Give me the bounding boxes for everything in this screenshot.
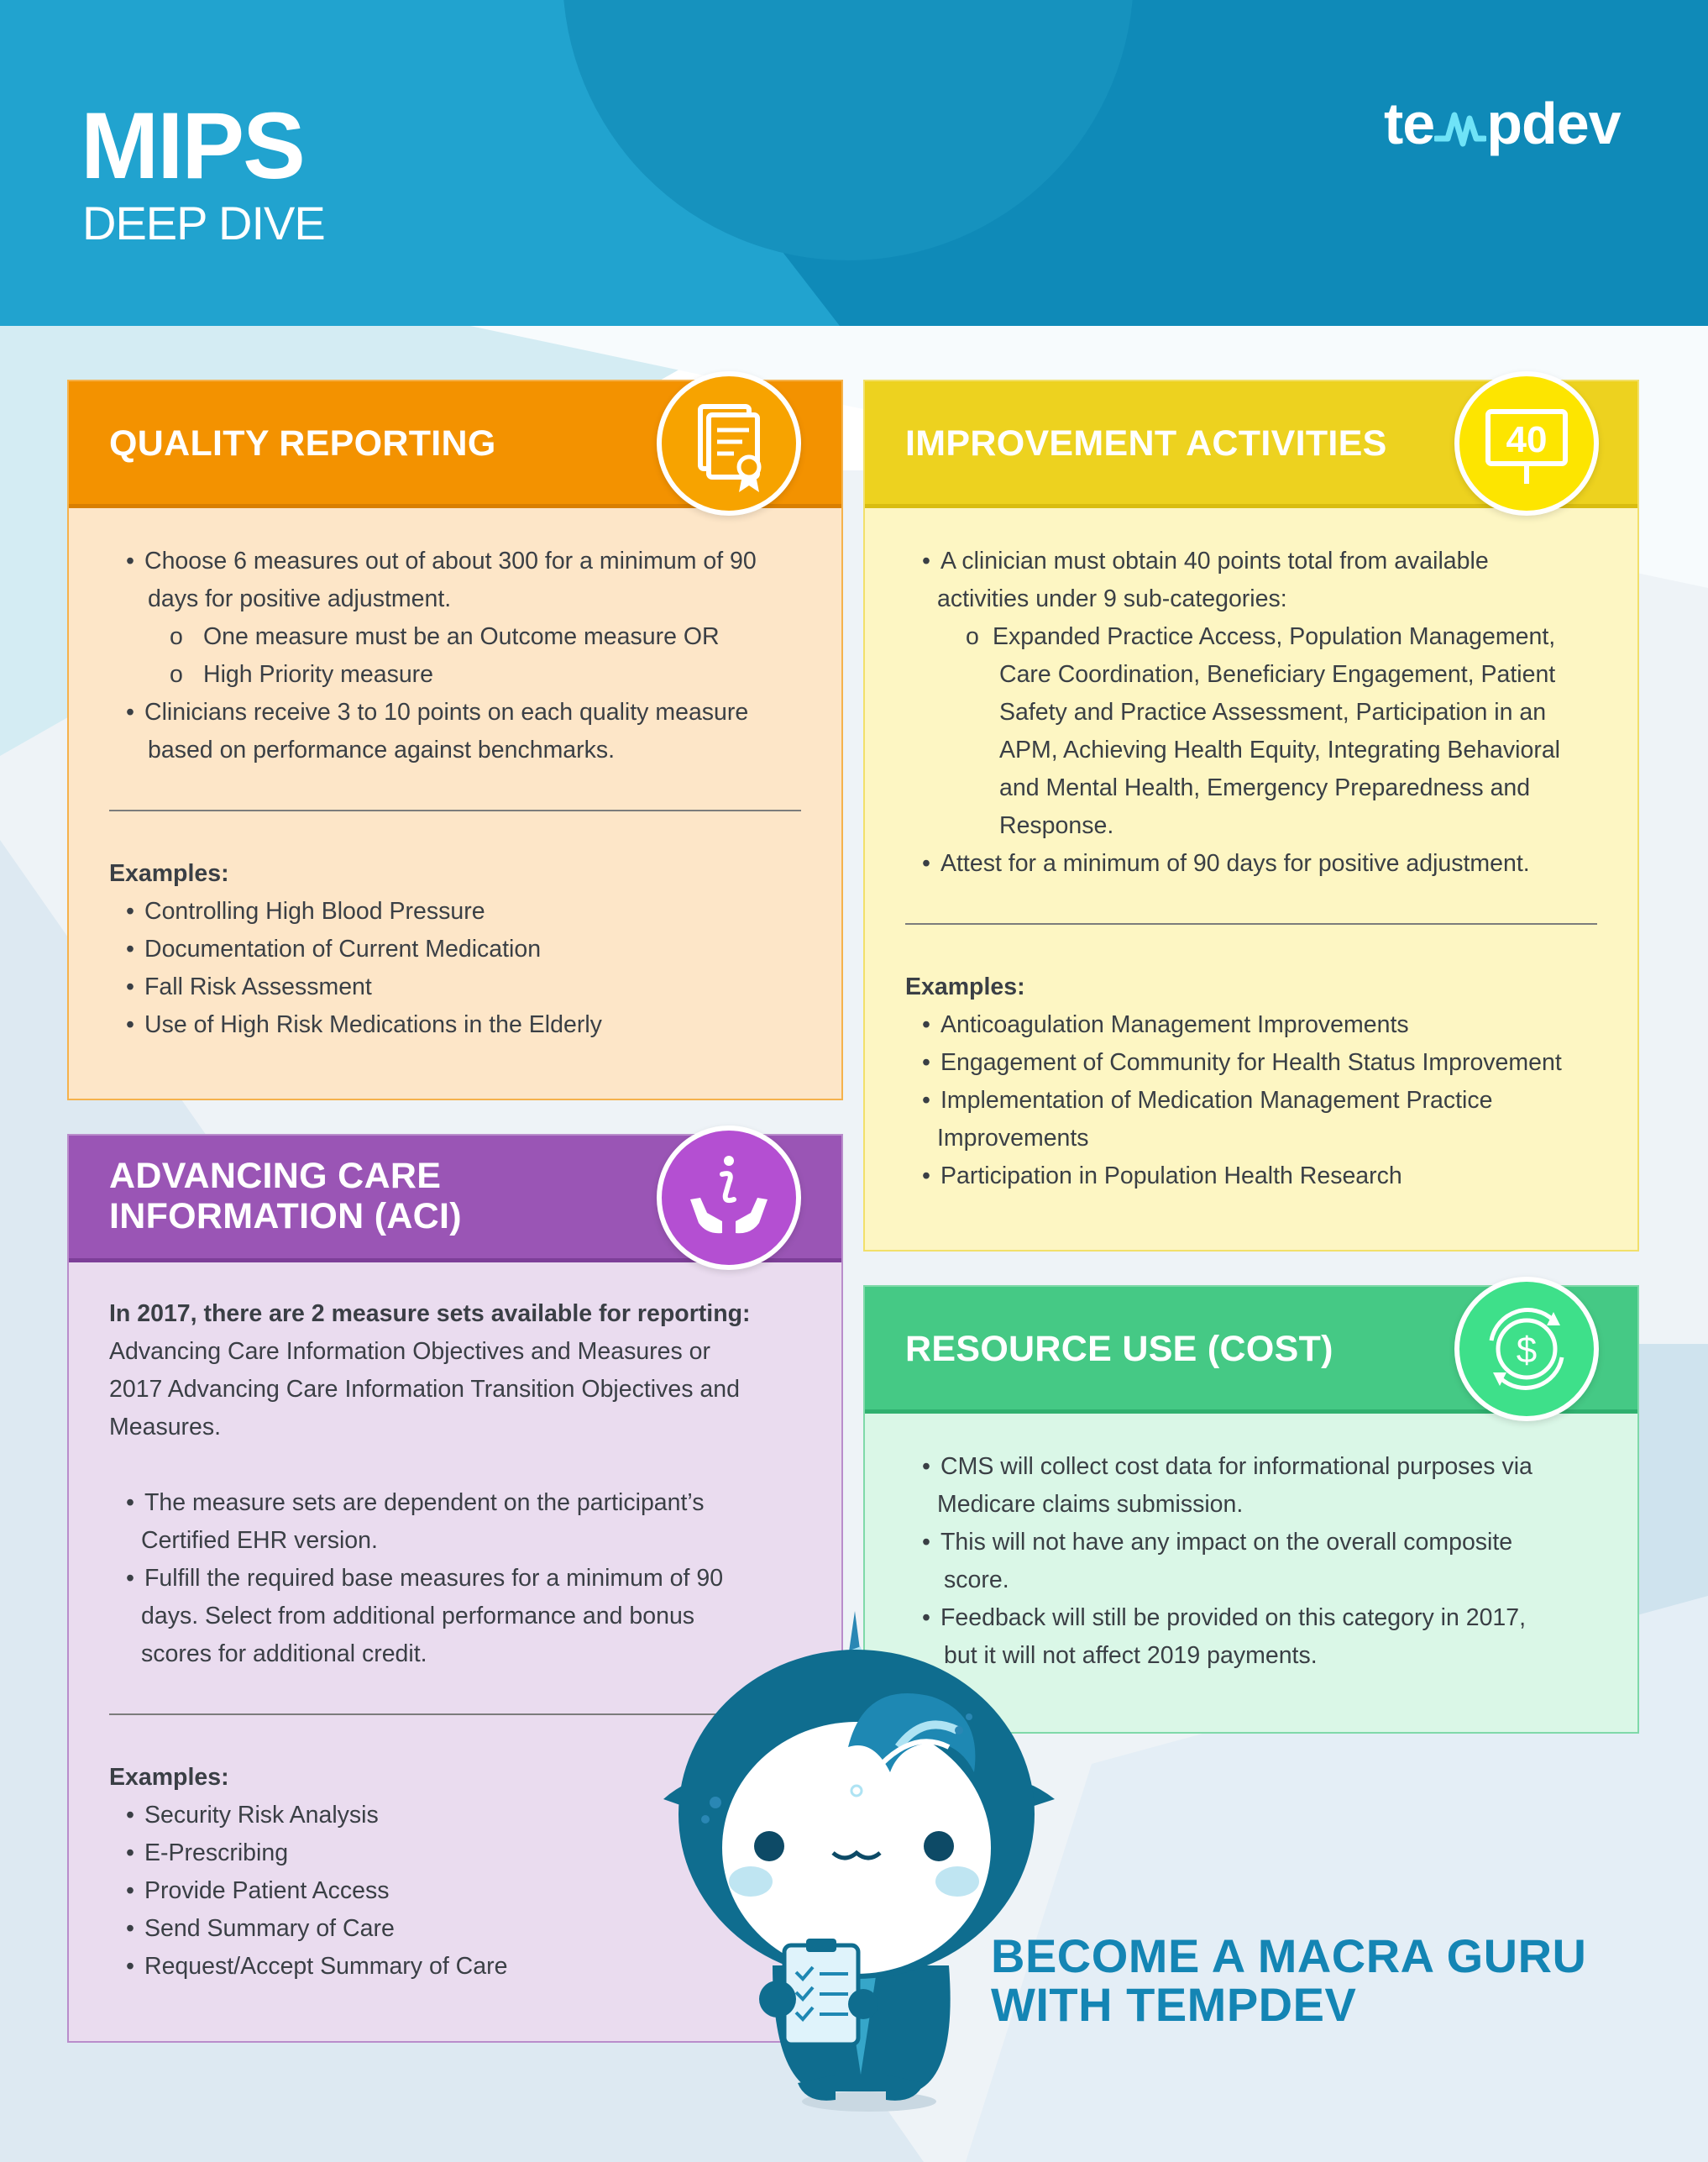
hands-info-icon <box>657 1126 801 1270</box>
aci-bullet-1-line2: Certified EHR version. <box>141 1527 378 1554</box>
aci-bullet-1 <box>109 1484 801 1560</box>
sign-40-text: 40 <box>1506 419 1548 460</box>
list-item-line: • Implementation of Medication Management Practice <box>940 1087 1493 1114</box>
resource-bullet-line: • This will not have any impact on the overall composite <box>940 1529 1513 1556</box>
page-title: MIPS <box>81 93 304 198</box>
pulse-m-icon <box>1434 107 1486 149</box>
list-item <box>905 1082 1597 1157</box>
improvement-activities-body <box>905 543 1597 1195</box>
page-subtitle: DEEP DIVE <box>82 197 325 249</box>
quality-bullet-1-line2: days for positive adjustment. <box>148 585 452 612</box>
quality-bullet-2 <box>109 694 801 769</box>
header-banner <box>0 0 1708 326</box>
dollar-sign-text: $ <box>1516 1330 1538 1371</box>
unicorn-mascot-with-clipboard <box>647 1604 1066 2117</box>
aci-intro-line: Advancing Care Information Objectives and Measures or <box>109 1338 711 1365</box>
quality-bullet-2-line1: • Clinicians receive 3 to 10 points on each quality measure <box>144 699 749 726</box>
improvement-bullet-1-line1: • A clinician must obtain 40 points total from available <box>940 548 1489 575</box>
list-item-line: Improvements <box>937 1125 1089 1152</box>
list-item: • Request/Accept Summary of Care <box>109 1948 801 1986</box>
aci-title-line1: ADVANCING CARE <box>109 1156 442 1196</box>
quality-sub-item-2: High Priority measure <box>203 661 434 688</box>
quality-examples-label: Examples: <box>109 860 229 887</box>
improvement-sub-line: and Mental Health, Emergency Preparedness and <box>999 774 1531 801</box>
improvement-bullet-1 <box>905 543 1597 618</box>
aci-bullet-1-line1: • The measure sets are dependent on the participant’s <box>144 1489 705 1516</box>
sign-40-icon <box>1454 371 1599 516</box>
improvement-bullet-1-line2: activities under 9 sub-categories: <box>937 585 1287 612</box>
resource-bullet-line: score. <box>944 1566 1009 1593</box>
certificate-icon <box>657 371 801 516</box>
resource-use-title: RESOURCE USE (COST) <box>905 1329 1333 1369</box>
list-item: • Send Summary of Care <box>109 1910 801 1948</box>
list-item: • Fall Risk Assessment <box>109 968 801 1006</box>
list-item: • Provide Patient Access <box>109 1872 801 1910</box>
improvement-activities-card <box>863 380 1639 1252</box>
aci-intro-line: Measures. <box>109 1414 222 1440</box>
improvement-sub-line: Expanded Practice Access, Population Management, <box>993 623 1556 650</box>
quality-sub-item <box>109 656 801 694</box>
improvement-examples-label: Examples: <box>905 973 1025 1000</box>
improvement-sub-line: Response. <box>999 812 1114 839</box>
quality-bullet-2-line2: based on performance against benchmarks. <box>148 737 616 764</box>
list-item: • Documentation of Current Medication <box>109 931 801 968</box>
quality-bullet-1-line1: • Choose 6 measures out of about 300 for a minimum of 90 <box>144 548 757 575</box>
cta-line-2: WITH TEMPDEV <box>991 1978 1357 2031</box>
cta-heading <box>991 1929 1587 2031</box>
tempdev-logo[interactable] <box>1384 91 1621 156</box>
logo-text-right: pdev <box>1486 91 1621 156</box>
sub-marker: o <box>170 623 183 650</box>
improvement-divider <box>905 923 1597 925</box>
quality-sub-item <box>109 618 801 656</box>
list-item: • Controlling High Blood Pressure <box>109 893 801 931</box>
improvement-sub-line: Care Coordination, Beneficiary Engagement, Patient <box>999 661 1556 688</box>
resource-bullet-line: but it will not affect 2019 payments. <box>944 1642 1318 1669</box>
quality-reporting-title: QUALITY REPORTING <box>109 423 496 464</box>
list-item: • Anticoagulation Management Improvements <box>905 1006 1597 1044</box>
quality-divider <box>109 810 801 811</box>
sub-marker: o <box>966 623 979 650</box>
resource-bullet-2 <box>905 1524 1597 1599</box>
aci-bullet-2-line2: days. Select from additional performance and bonus <box>141 1603 695 1629</box>
improvement-activities-title: IMPROVEMENT ACTIVITIES <box>905 423 1387 464</box>
aci-intro <box>109 1295 801 1446</box>
quality-reporting-card <box>67 380 843 1100</box>
quality-sub-item-1: One measure must be an Outcome measure OR <box>203 623 720 650</box>
aci-bullet-2-line3: scores for additional credit. <box>141 1640 427 1667</box>
improvement-sub-line: Safety and Practice Assessment, Participation in an <box>999 699 1547 726</box>
logo-text-left: te <box>1384 91 1435 156</box>
quality-reporting-body <box>109 543 801 1044</box>
dollar-cycle-icon <box>1454 1277 1599 1421</box>
aci-title-line2: INFORMATION (ACI) <box>109 1196 462 1236</box>
list-item: • Use of High Risk Medications in the Elderly <box>109 1006 801 1044</box>
improvement-bullet-2: • Attest for a minimum of 90 days for positive adjustment. <box>905 845 1597 883</box>
quality-bullet-1 <box>109 543 801 618</box>
resource-bullet-1 <box>905 1448 1597 1524</box>
list-item: • Engagement of Community for Health Status Improvement <box>905 1044 1597 1082</box>
aci-bullet-2-line1: • Fulfill the required base measures for a minimum of 90 <box>144 1565 724 1592</box>
list-item: • E-Prescribing <box>109 1834 801 1872</box>
list-item: • Participation in Population Health Research <box>905 1157 1597 1195</box>
improvement-sub-item <box>905 618 1597 845</box>
aci-intro-bold: In 2017, there are 2 measure sets available for reporting: <box>109 1300 751 1327</box>
list-item: • Security Risk Analysis <box>109 1797 801 1834</box>
aci-examples-label: Examples: <box>109 1764 229 1791</box>
aci-intro-line: 2017 Advancing Care Information Transition Objectives and <box>109 1376 740 1403</box>
resource-bullet-line: Medicare claims submission. <box>937 1491 1244 1518</box>
sub-marker: o <box>170 661 183 688</box>
resource-bullet-line: • Feedback will still be provided on this category in 2017, <box>940 1604 1527 1631</box>
resource-bullet-line: • CMS will collect cost data for informational purposes via <box>940 1453 1532 1480</box>
improvement-sub-line: APM, Achieving Health Equity, Integrating Behavioral <box>999 737 1561 764</box>
cta-line-1: BECOME A MACRA GURU <box>991 1929 1587 1982</box>
